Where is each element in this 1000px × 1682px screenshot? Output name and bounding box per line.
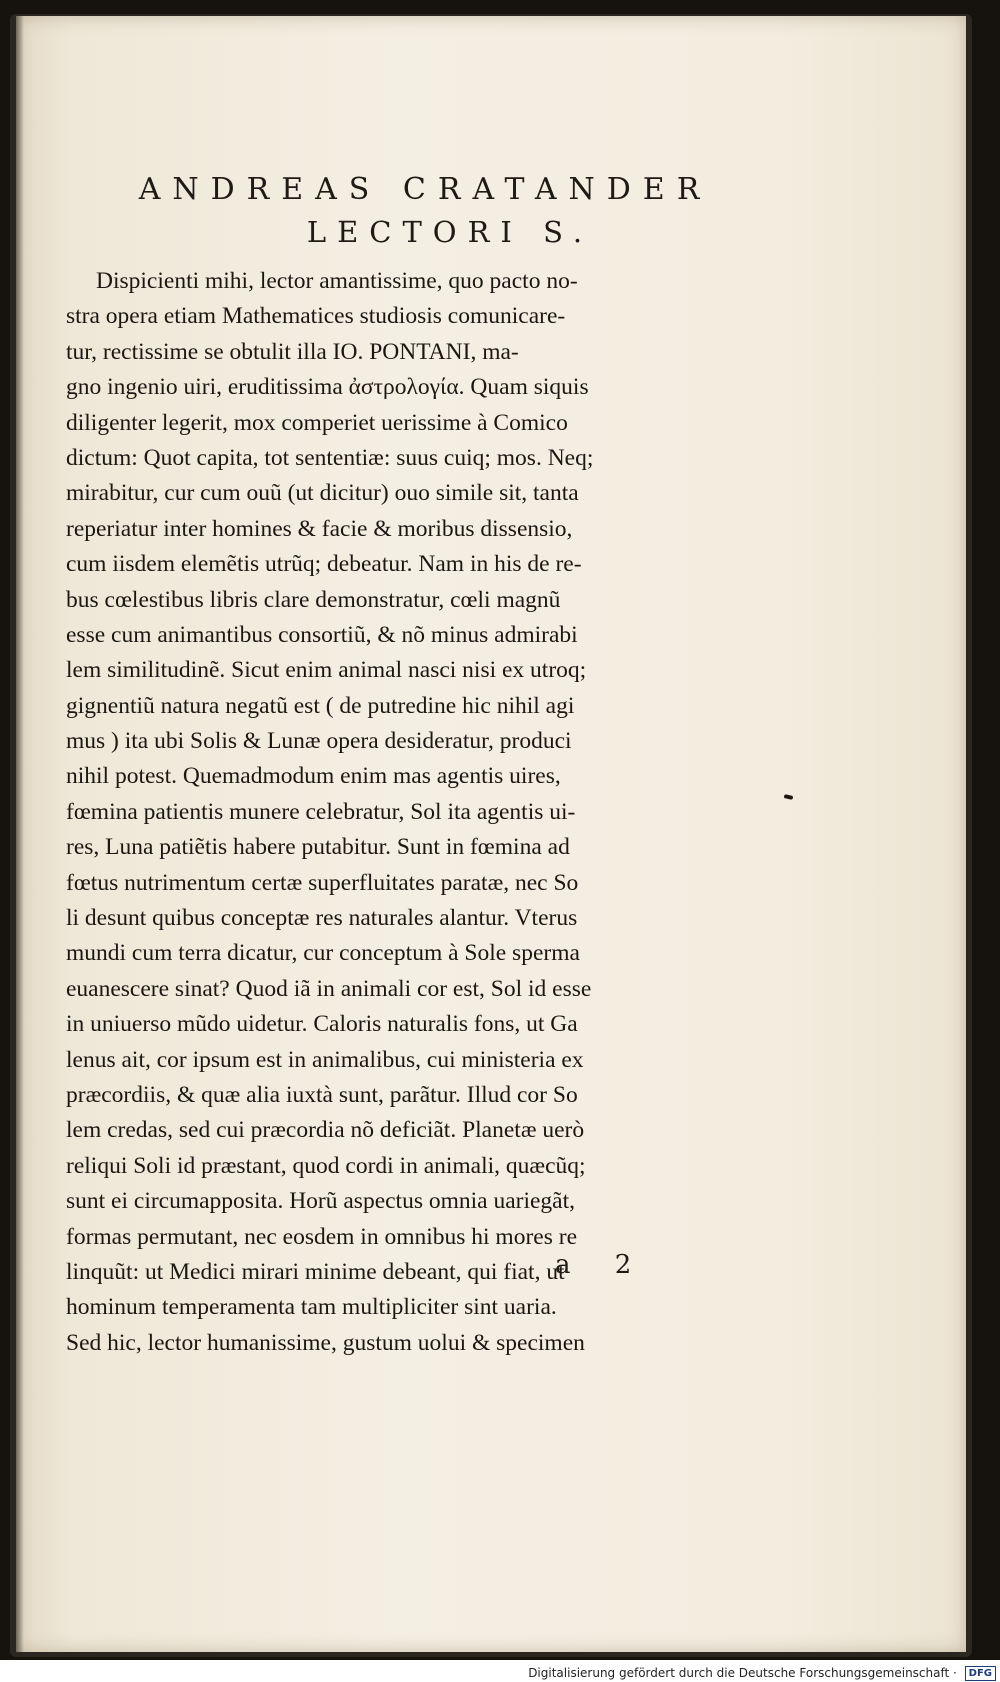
text-line: sunt ei circumapposita. Horũ aspectus omnia uariegãt,: [66, 1188, 576, 1215]
text-line: li desunt quibus conceptæ res naturales alantur. Vterus: [66, 905, 578, 932]
text-line: in uniuerso mũdo uidetur. Caloris naturalis fons, ut Ga: [66, 1011, 578, 1038]
text-line: bus cœlestibus libris clare demonstratur, cœli magnũ: [66, 586, 561, 613]
text-line: stra opera etiam Mathematices studiosis comunicare-: [66, 303, 566, 330]
text-line: lem credas, sed cui præcordia nõ deficiãt. Planetæ uerò: [66, 1117, 585, 1144]
page-heading-author: ANDREAS CRATANDER: [138, 172, 712, 207]
page-gutter-shadow: [16, 16, 24, 1652]
credit-text: Digitalisierung gefördert durch die Deutsche Forschungsgemeinschaft ·: [528, 1666, 957, 1680]
digitization-credit: [0, 1664, 996, 1682]
text-line: nihil potest. Quemadmodum enim mas agentis uires,: [66, 763, 561, 790]
text-line: res, Luna patiẽtis habere putabitur. Sunt in fœmina ad: [66, 834, 570, 861]
text-line: cum iisdem elemẽtis utrũq; debeatur. Nam in his de re-: [66, 551, 582, 578]
text-line: gno ingenio uiri, eruditissima ἀστρολογία. Quam siquis: [66, 374, 589, 401]
text-line: reperiatur inter homines & facie & moribus dissensio,: [66, 515, 573, 542]
body-text: [66, 264, 726, 1361]
text-line: fœtus nutrimentum certæ superfluitates paratæ, nec So: [66, 869, 579, 896]
signature-mark: a 2: [555, 1250, 650, 1280]
dfg-logo: DFG: [965, 1666, 996, 1681]
text-line: fœmina patientis munere celebratur, Sol ita agentis ui-: [66, 798, 576, 825]
text-line: gignentiũ natura negatũ est ( de putredine hic nihil agi: [66, 692, 575, 719]
text-line: reliqui Soli id præstant, quod cordi in animali, quæcũq;: [66, 1152, 586, 1179]
text-line: mundi cum terra dicatur, cur conceptum à Sole sperma: [66, 940, 580, 967]
text-line: dictum: Quot capita, tot sententiæ: suus cuiq; mos. Neq;: [66, 444, 594, 471]
text-line: linquũt: ut Medici mirari minime debeant, qui fiat, ut: [66, 1258, 565, 1285]
text-line: lem similitudinẽ. Sicut enim animal nasci nisi ex utroq;: [66, 657, 587, 684]
text-line: esse cum animantibus consortiũ, & nõ minus admirabi: [66, 621, 578, 648]
text-line: formas permutant, nec eosdem in omnibus hi mores re: [66, 1223, 577, 1250]
text-line: lenus ait, cor ipsum est in animalibus, cui ministeria ex: [66, 1046, 584, 1073]
text-line: tur, rectissime se obtulit illa IO. PONTANI, ma-: [66, 338, 519, 365]
text-line: hominum temperamenta tam multipliciter sint uaria.: [66, 1294, 557, 1321]
text-line: mus ) ita ubi Solis & Lunæ opera desideratur, produci: [66, 728, 572, 755]
text-line: Sed hic, lector humanissime, gustum uolui & specimen: [66, 1329, 585, 1356]
text-line: euanescere sinat? Quod iã in animali cor est, Sol id esse: [66, 975, 592, 1002]
text-line: præcordiis, & quæ alia iuxtà sunt, parãtur. Illud cor So: [66, 1081, 578, 1108]
text-line: mirabitur, cur cum ouũ (ut dicitur) ouo simile sit, tanta: [66, 480, 579, 507]
page-heading-dedication: LECTORI S.: [306, 215, 594, 249]
text-line: Dispicienti mihi, lector amantissime, quo pacto no-: [96, 268, 578, 294]
text-line: diligenter legerit, mox comperiet uerissime à Comico: [66, 409, 568, 436]
